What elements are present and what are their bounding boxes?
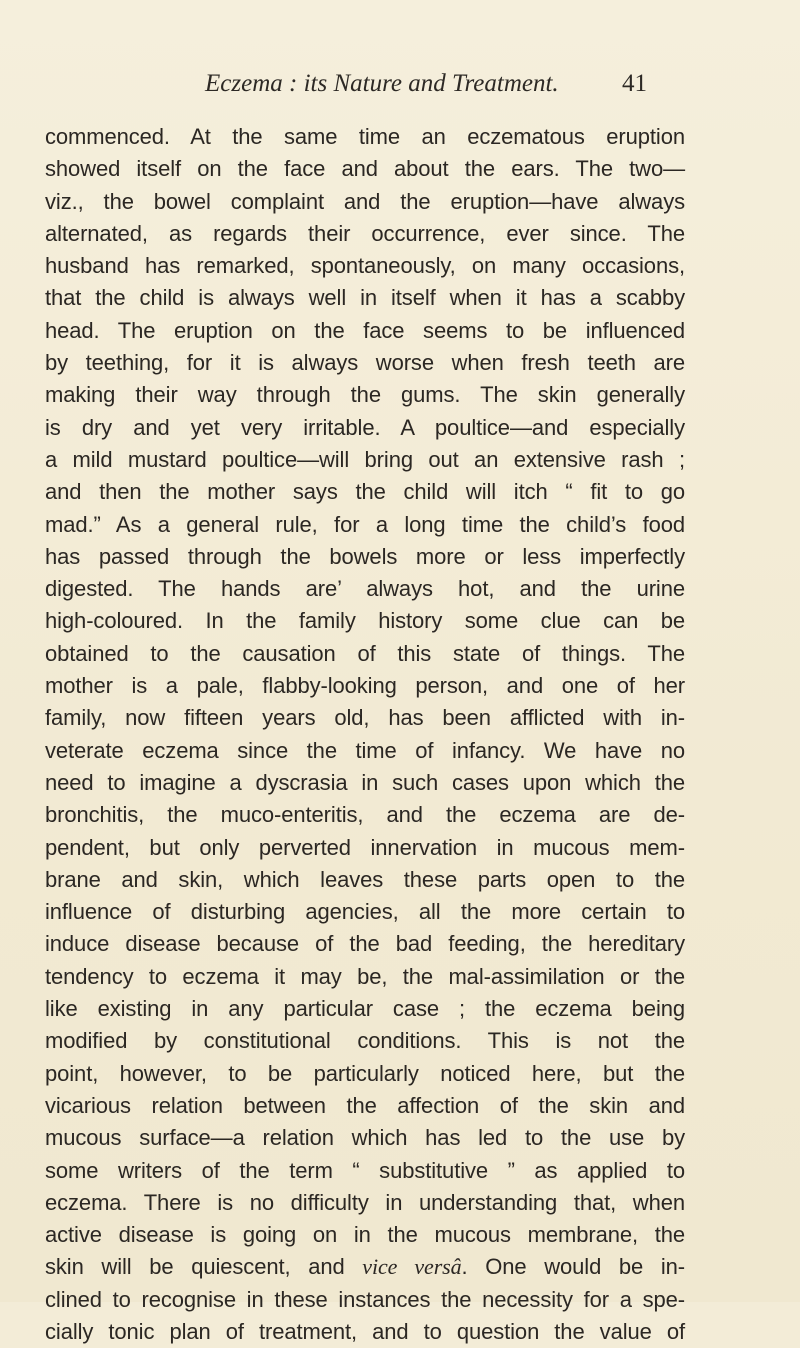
text-line: head. The eruption on the face seems to be influenced	[45, 317, 685, 343]
text-line: has passed through the bowels more or less imperfectly	[45, 543, 685, 569]
text-line: veterate eczema since the time of infancy. We have no	[45, 737, 685, 763]
page-number: 41	[622, 70, 647, 97]
text-line: pendent, but only perverted innervation in mucous mem-	[45, 834, 685, 860]
text-line: induce disease because of the bad feeding, the hereditary	[45, 931, 685, 957]
text-line: showed itself on the face and about the ears. The two—	[45, 156, 685, 182]
text-line: some writers of the term “ substitutive ” as applied to	[45, 1157, 685, 1183]
text-line: digested. The hands are’ always hot, and the urine	[45, 576, 685, 602]
text-line: need to imagine a dyscrasia in such cases upon which the	[45, 769, 685, 795]
text-line: mad.” As a general rule, for a long time the child’s food	[45, 511, 685, 537]
text-line: brane and skin, which leaves these parts open to the	[45, 866, 685, 892]
text-line: high-coloured. In the family history some clue can be	[45, 608, 685, 634]
text-line: point, however, to be particularly noticed here, but the	[45, 1060, 685, 1086]
text-line: by teething, for it is always worse when fresh teeth are	[45, 350, 685, 376]
text-line: husband has remarked, spontaneously, on many occasions,	[45, 253, 685, 279]
text-line: clined to recognise in these instances the necessity for a spe-	[45, 1286, 685, 1312]
text-line: cially tonic plan of treatment, and to question the value of	[45, 1318, 685, 1344]
text-line: a mild mustard poultice—will bring out an extensive rash ;	[45, 446, 685, 472]
text-line: making their way through the gums. The skin generally	[45, 382, 685, 408]
text-line: mother is a pale, flabby-looking person, and one of her	[45, 673, 685, 699]
body-text	[45, 121, 685, 1348]
text-line: vicarious relation between the affection of the skin and	[45, 1092, 685, 1118]
running-head	[205, 70, 665, 106]
text-line: family, now fifteen years old, has been afflicted with in-	[45, 705, 685, 731]
text-line: skin will be quiescent, and vice versâ. One would be in-	[45, 1254, 686, 1280]
text-line: bronchitis, the muco-enteritis, and the eczema are de-	[45, 802, 685, 828]
text-line: is dry and yet very irritable. A poultice—and especially	[45, 414, 685, 440]
text-line: and then the mother says the child will itch “ fit to go	[45, 479, 685, 505]
running-title: Eczema : its Nature and Treatment.	[205, 70, 559, 97]
text-line: eczema. There is no difficulty in understanding that, when	[45, 1189, 685, 1215]
italic-phrase: vice versâ	[362, 1254, 462, 1280]
text-line: obtained to the causation of this state of things. The	[45, 640, 685, 666]
text-line: like existing in any particular case ; the eczema being	[45, 996, 685, 1022]
text-line: commenced. At the same time an eczematous eruption	[45, 124, 685, 149]
text-line: active disease is going on in the mucous membrane, the	[45, 1222, 685, 1248]
text-line: alternated, as regards their occurrence, ever since. The	[45, 220, 685, 246]
text-line: that the child is always well in itself when it has a scabby	[45, 285, 685, 311]
text-line: viz., the bowel complaint and the eruption—have always	[45, 188, 685, 214]
text-line: mucous surface—a relation which has led to the use by	[45, 1125, 685, 1151]
text-line: influence of disturbing agencies, all the more certain to	[45, 899, 685, 925]
text-line: modified by constitutional conditions. This is not the	[45, 1028, 685, 1054]
text-line: tendency to eczema it may be, the mal-assimilation or the	[45, 963, 685, 989]
